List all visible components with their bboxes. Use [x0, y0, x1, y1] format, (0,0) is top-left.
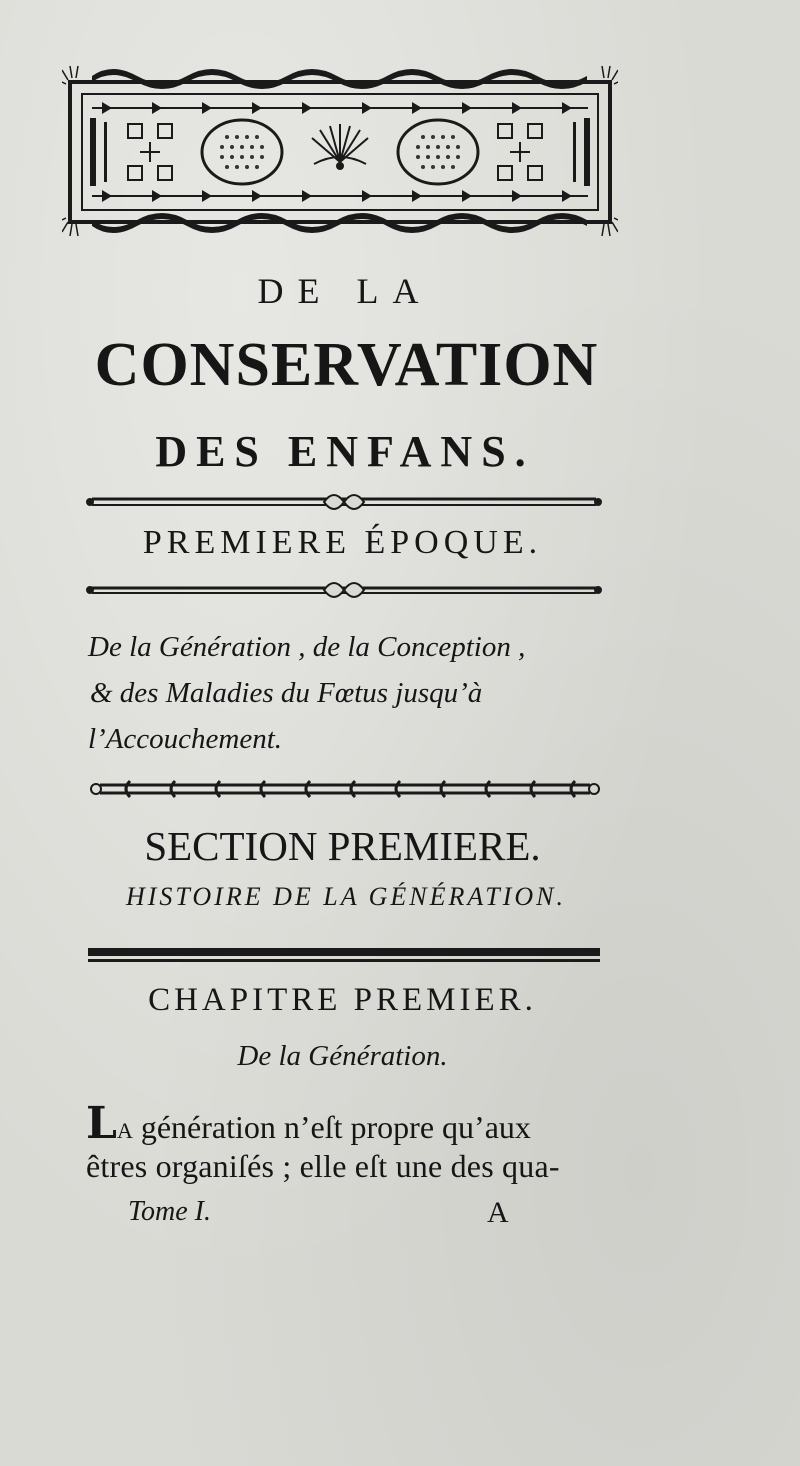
subject-line-1: De la Génération , de la Conception ,: [88, 631, 526, 663]
subject-line-2: & des Maladies du Fœtus jusqu’à: [90, 677, 483, 709]
signature-mark: A: [487, 1196, 509, 1229]
body-line-1-text: génération n’eſt propre qu’aux: [140, 1109, 531, 1145]
subject-text: [88, 624, 610, 762]
section-heading: SECTION PREMIERE.: [144, 823, 541, 869]
subject-line-3: l’Accouchement.: [88, 723, 283, 755]
ornamental-headpiece-icon: [62, 62, 618, 240]
thick-rule-icon: [86, 942, 602, 968]
title-line-3: DES ENFANS.: [155, 427, 535, 476]
volume-label: Tome I.: [128, 1196, 211, 1227]
body-line-1: [86, 1098, 611, 1149]
ornamental-rule-icon-2: [84, 578, 604, 604]
small-cap: A: [116, 1118, 133, 1143]
section-subheading: HISTOIRE DE LA GÉNÉRATION.: [125, 882, 567, 911]
title-line-2: CONSERVATION: [94, 331, 599, 399]
body-line-2: êtres organiſés ; elle eſt une des qua-: [86, 1148, 560, 1184]
chapter-subheading: De la Génération.: [237, 1040, 448, 1072]
chapter-heading: CHAPITRE PREMIER.: [148, 982, 537, 1018]
chain-rule-icon: [90, 776, 600, 802]
drop-cap: L: [86, 1098, 117, 1149]
ornamental-rule-icon: [84, 490, 604, 516]
epoque-heading: PREMIERE ÉPOQUE.: [142, 524, 543, 561]
title-line-1: DE LA: [257, 271, 433, 311]
